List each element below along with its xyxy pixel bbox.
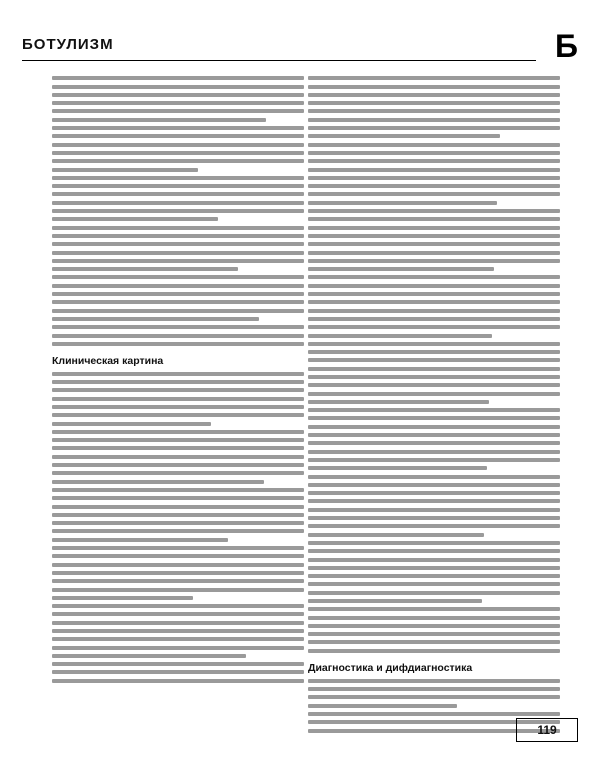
text-line (52, 192, 304, 196)
text-line (52, 679, 304, 683)
right-column (308, 72, 560, 737)
text-line (52, 109, 304, 113)
text-line (308, 408, 560, 412)
text-line (52, 242, 304, 246)
heading-diagnostics: Диагностика и дифдиагностика (308, 661, 473, 674)
text-line (308, 425, 560, 429)
text-line (52, 284, 304, 288)
text-line (52, 300, 304, 304)
text-line (52, 621, 304, 625)
text-line (308, 475, 560, 479)
section-letter-tab: Б (536, 26, 578, 66)
text-line (308, 325, 560, 329)
text-line (308, 176, 560, 180)
text-line (308, 109, 560, 113)
text-line (308, 400, 489, 404)
text-line (308, 309, 560, 313)
text-line (52, 251, 304, 255)
text-line (52, 101, 304, 105)
text-line (308, 632, 560, 636)
text-line (52, 184, 304, 188)
text-line (308, 292, 560, 296)
text-line (308, 300, 560, 304)
text-line (52, 579, 304, 583)
text-line (52, 471, 304, 475)
text-line (52, 380, 304, 384)
text-line (52, 118, 266, 122)
text-line (308, 591, 560, 595)
text-line (308, 201, 497, 205)
text-line (308, 566, 560, 570)
text-line (52, 455, 304, 459)
text-line (308, 392, 560, 396)
text-line (308, 499, 560, 503)
text-line (52, 463, 304, 467)
text-line (52, 267, 238, 271)
text-line (52, 446, 304, 450)
text-line (308, 76, 560, 80)
text-line (52, 134, 304, 138)
text-line (308, 541, 560, 545)
text-line (52, 334, 304, 338)
text-line (308, 168, 560, 172)
text-line (52, 259, 304, 263)
text-line (308, 712, 560, 716)
text-line (308, 458, 560, 462)
text-line (52, 93, 304, 97)
text-line (308, 101, 560, 105)
text-line (52, 201, 304, 205)
text-line (308, 574, 560, 578)
text-line (308, 342, 560, 346)
text-line (52, 76, 304, 80)
page-title: БОТУЛИЗМ (22, 36, 114, 53)
text-line (308, 93, 560, 97)
text-line (52, 563, 304, 567)
text-line (52, 670, 304, 674)
text-line (308, 226, 560, 230)
heading-clinical: Клиническая картина (52, 354, 164, 367)
text-line (308, 483, 560, 487)
text-line (52, 496, 304, 500)
text-line (52, 176, 304, 180)
text-line (52, 159, 304, 163)
text-line (308, 375, 560, 379)
text-line (308, 267, 494, 271)
text-line (52, 126, 304, 130)
text-line (308, 516, 560, 520)
text-line (308, 624, 560, 628)
text-line (308, 416, 560, 420)
text-line (308, 524, 560, 528)
text-line (52, 604, 304, 608)
text-line (308, 234, 560, 238)
text-line (52, 143, 304, 147)
text-line (308, 679, 560, 683)
text-line (52, 405, 304, 409)
text-line (52, 309, 304, 313)
text-line (52, 654, 246, 658)
text-line (52, 292, 304, 296)
text-line (308, 450, 560, 454)
text-line (308, 640, 560, 644)
text-line (52, 596, 193, 600)
text-line (52, 505, 304, 509)
text-line (308, 533, 484, 537)
text-line (308, 649, 560, 653)
text-line (52, 546, 304, 550)
text-line (308, 217, 560, 221)
text-line (52, 275, 304, 279)
text-line (308, 367, 560, 371)
text-line (308, 284, 560, 288)
text-line (308, 549, 560, 553)
text-line (52, 397, 304, 401)
page-number: 119 (516, 718, 578, 742)
text-line (52, 588, 304, 592)
text-line (308, 350, 560, 354)
header-rule (22, 60, 542, 61)
text-line (52, 317, 259, 321)
text-line (308, 209, 560, 213)
text-line (52, 571, 304, 575)
text-line (308, 134, 500, 138)
text-line (308, 491, 560, 495)
text-line (52, 217, 218, 221)
text-line (308, 118, 560, 122)
text-line (308, 251, 560, 255)
text-line (52, 529, 304, 533)
text-line (308, 466, 487, 470)
text-line (52, 413, 304, 417)
text-line (52, 325, 304, 329)
text-line (52, 422, 211, 426)
text-line (308, 599, 482, 603)
text-line (308, 582, 560, 586)
text-line (308, 508, 560, 512)
text-line (52, 480, 264, 484)
text-line (52, 226, 304, 230)
text-line (52, 209, 304, 213)
text-line (308, 441, 560, 445)
text-line (308, 259, 560, 263)
text-line (308, 143, 560, 147)
text-line (52, 662, 304, 666)
text-line (308, 383, 560, 387)
text-line (52, 637, 304, 641)
text-line (308, 126, 560, 130)
page-header (22, 26, 578, 70)
text-line (308, 192, 560, 196)
text-line (308, 159, 560, 163)
left-column (52, 72, 304, 687)
text-line (52, 388, 304, 392)
text-line (308, 558, 560, 562)
text-line (52, 521, 304, 525)
text-line (52, 85, 304, 89)
text-line (52, 438, 304, 442)
text-line (308, 704, 457, 708)
text-line (52, 612, 304, 616)
text-line (52, 234, 304, 238)
text-line (52, 554, 304, 558)
text-line (308, 334, 492, 338)
text-line (52, 151, 304, 155)
text-line (308, 275, 560, 279)
text-line (308, 358, 560, 362)
text-line (52, 342, 304, 346)
text-line (52, 513, 304, 517)
text-line (308, 184, 560, 188)
text-line (52, 372, 304, 376)
text-line (308, 687, 560, 691)
text-line (308, 695, 560, 699)
text-line (308, 242, 560, 246)
text-line (52, 430, 304, 434)
text-line (308, 85, 560, 89)
text-line (308, 607, 560, 611)
text-line (308, 616, 560, 620)
text-line (52, 488, 304, 492)
text-line (308, 317, 560, 321)
text-line (52, 168, 198, 172)
text-line (52, 629, 304, 633)
text-line (52, 646, 304, 650)
text-line (308, 151, 560, 155)
text-line (308, 433, 560, 437)
text-line (52, 538, 228, 542)
